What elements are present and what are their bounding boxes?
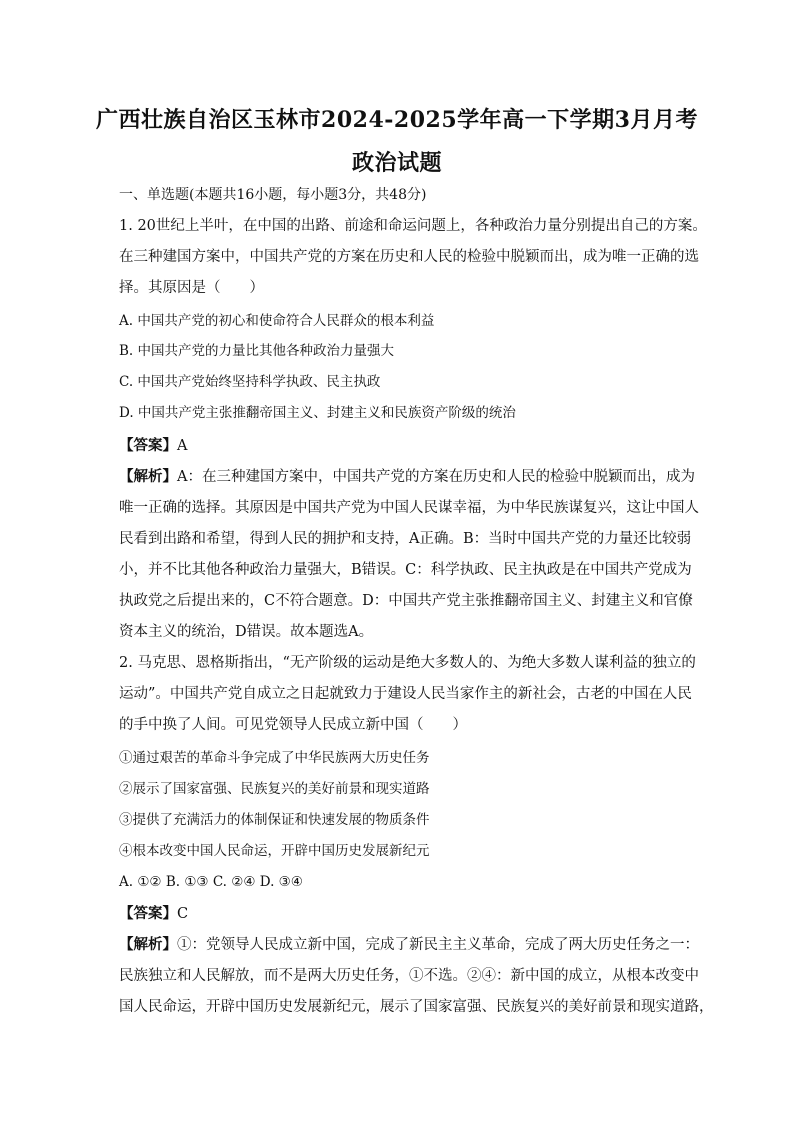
q2-stem-line: 2. 马克思、恩格斯指出，“无产阶级的运动是绝大多数人的、为绝大多数人谋利益的独立的 <box>119 655 696 671</box>
q2-answer <box>119 904 188 924</box>
q2-item: ④根本改变中国人民命运，开辟中国历史发展新纪元 <box>119 843 430 859</box>
q1-option-c: C. 中国共产党始终坚持科学执政、民主执政 <box>119 374 381 390</box>
document-subtitle: 政治试题 <box>351 150 442 176</box>
q1-option-a: A. 中国共产党的初心和使命符合人民群众的根本利益 <box>119 313 435 329</box>
q2-stem-line: 的手中换了人间。可见党领导人民成立新中国（ ） <box>119 717 467 733</box>
analysis-text: ①：党领导人民成立新中国，完成了新民主主义革命，完成了两大历史任务之一： <box>177 937 699 953</box>
q1-analysis-line: 小，并不比其他各种政治力量强大，B错误。C：科学执政、民主执政是在中国共产党成为 <box>119 562 692 578</box>
document-title: 广西壮族自治区玉林市2024-2025学年高一下学期3月月考 <box>96 107 698 133</box>
section-heading: 一、单选题(本题共16小题，每小题3分，共48分) <box>119 187 427 203</box>
q2-analysis-line: 民族独立和人民解放，而不是两大历史任务，①不选。②④：新中国的成立，从根本改变中 <box>119 968 699 984</box>
q1-answer <box>119 436 187 456</box>
answer-value: A <box>177 438 188 454</box>
analysis-text: A：在三种建国方案中，中国共产党的方案在历史和人民的检验中脱颖而出，成为 <box>177 469 695 485</box>
analysis-label: 【解析】 <box>119 936 177 953</box>
q1-analysis-line: 唯一正确的选择。其原因是中国共产党为中国人民谋幸福，为中华民族谋复兴，这让中国人 <box>119 500 699 516</box>
q1-option-d: D. 中国共产党主张推翻帝国主义、封建主义和民族资产阶级的统治 <box>119 405 516 421</box>
q2-item: ②展示了国家富强、民族复兴的美好前景和现实道路 <box>119 781 430 797</box>
q1-stem-line: 1. 20世纪上半叶，在中国的出路、前途和命运问题上，各种政治力量分别提出自己的方案。 <box>119 218 707 234</box>
q1-analysis-line: 资本主义的统治，D错误。故本题选A。 <box>119 624 374 640</box>
answer-label: 【答案】 <box>119 905 177 922</box>
q2-analysis-line <box>119 935 699 955</box>
answer-value: C <box>177 906 189 922</box>
q2-choices: A. ①② B. ①③ C. ②④ D. ③④ <box>119 874 303 890</box>
analysis-label: 【解析】 <box>119 468 177 485</box>
q1-stem-line: 择。其原因是（ ） <box>119 280 264 296</box>
q2-analysis-line: 国人民命运，开辟中国历史发展新纪元，展示了国家富强、民族复兴的美好前景和现实道路， <box>119 999 714 1015</box>
q2-item: ③提供了充满活力的体制保证和快速发展的物质条件 <box>119 812 430 828</box>
q1-analysis-line: 执政党之后提出来的，C不符合题意。D：中国共产党主张推翻帝国主义、封建主义和官僚 <box>119 593 693 609</box>
q1-stem-line: 在三种建国方案中，中国共产党的方案在历史和人民的检验中脱颖而出，成为唯一正确的选 <box>119 249 699 265</box>
q2-item: ①通过艰苦的革命斗争完成了中华民族两大历史任务 <box>119 750 430 766</box>
q2-stem-line: 运动”。中国共产党自成立之日起就致力于建设人民当家作主的新社会，古老的中国在人民 <box>119 686 692 702</box>
q1-option-b: B. 中国共产党的力量比其他各种政治力量强大 <box>119 343 395 359</box>
q1-analysis-line: 民看到出路和希望，得到人民的拥护和支持，A正确。B：当时中国共产党的力量还比较弱 <box>119 531 692 547</box>
answer-label: 【答案】 <box>119 437 177 454</box>
q1-analysis-line <box>119 467 695 487</box>
